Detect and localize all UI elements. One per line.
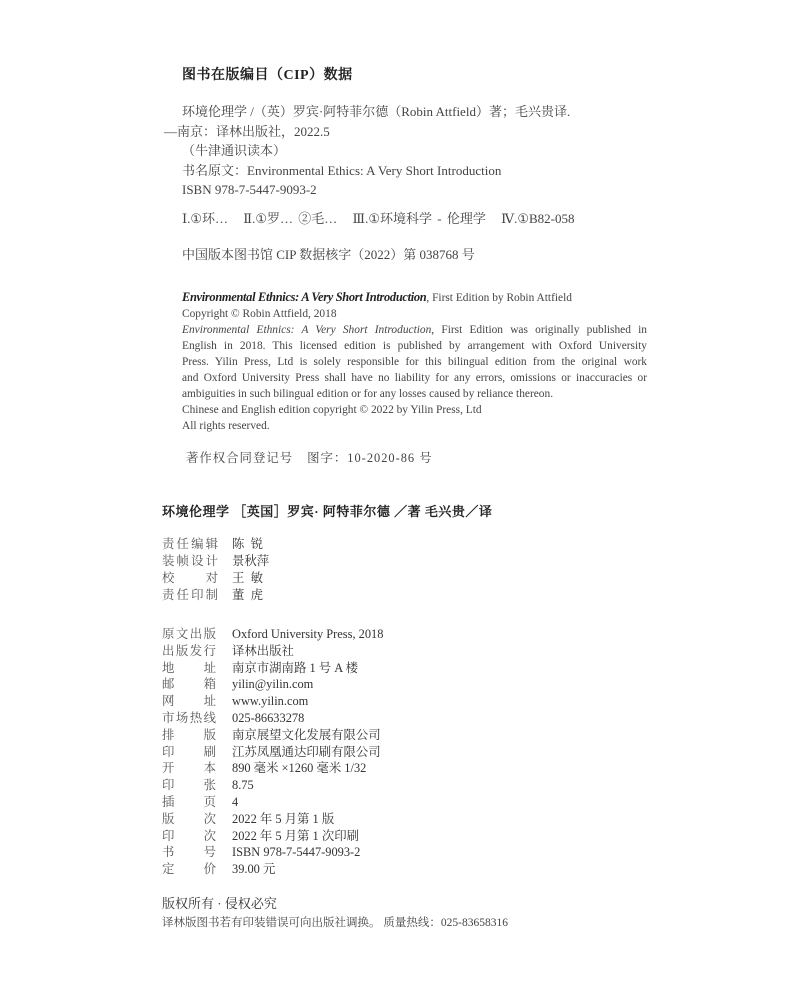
- pub-label: 印 张: [162, 778, 216, 793]
- pub-value: Oxford University Press, 2018: [232, 627, 384, 641]
- pub-value: 译林出版社: [232, 643, 294, 658]
- staff-value: 王 敏: [232, 571, 263, 585]
- pub-value: 39.00 元: [232, 862, 276, 877]
- pub-row: [162, 828, 383, 845]
- rights-reserved-title: 版权所有 · 侵权必究: [162, 896, 277, 911]
- pub-label: 市场热线: [162, 710, 216, 725]
- pub-label: 出版发行: [162, 643, 216, 658]
- pub-label: 印 次: [162, 828, 216, 843]
- cip-line-title-author: 环境伦理学 /（英）罗宾·阿特菲尔德（Robin Attfield）著；毛兴贵译.: [182, 104, 571, 119]
- pub-value: ISBN 978-7-5447-9093-2: [232, 845, 361, 860]
- bilingual-copyright-line: Chinese and English edition copyright © 2022 by Yilin Press, Ltd: [182, 404, 482, 416]
- pub-row: [162, 643, 383, 660]
- pub-label: 网 址: [162, 694, 216, 709]
- english-copyright-block: [182, 289, 647, 434]
- publication-details: [162, 626, 383, 878]
- pub-row: [162, 626, 383, 643]
- pub-label: 定 价: [162, 862, 216, 877]
- pub-label: 版 次: [162, 811, 216, 826]
- pub-row: [162, 777, 383, 794]
- pub-row: [162, 844, 383, 861]
- pub-label: 原文出版: [162, 627, 216, 641]
- book-heading: 环境伦理学 ［英国］罗宾· 阿特菲尔德 ／著 毛兴贵／译: [162, 504, 493, 519]
- copyright-line: Copyright © Robin Attfield, 2018: [182, 308, 337, 320]
- cip-line-series: （牛津通识读本）: [182, 143, 287, 158]
- pub-value: 南京市湖南路 1 号 A 楼: [232, 660, 358, 675]
- pub-label: 开 本: [162, 761, 216, 776]
- pub-row: [162, 727, 383, 744]
- pub-value: 025-86633278: [232, 710, 305, 725]
- pub-value: 南京展望文化发展有限公司: [232, 727, 381, 742]
- license-para-line-1-text: , First Edition was originally published in: [431, 324, 647, 336]
- staff-value: 景秋萍: [232, 554, 270, 568]
- classification-1: Ⅰ.①环…: [182, 211, 229, 226]
- staff-row: [162, 553, 269, 570]
- pub-label: 排 版: [162, 727, 216, 742]
- pub-row: [162, 710, 383, 727]
- pub-row: [162, 861, 383, 878]
- license-para-line-1: [182, 322, 647, 338]
- staff-label: 责任编辑: [162, 537, 218, 551]
- cip-classification: [182, 208, 584, 227]
- pub-row: [162, 760, 383, 777]
- all-rights-line: All rights reserved.: [182, 420, 270, 432]
- pub-label: 地 址: [162, 660, 216, 675]
- staff-row: [162, 587, 269, 604]
- staff-label: 责任印制: [162, 588, 218, 602]
- english-title-line: [182, 289, 647, 306]
- pub-row: [162, 660, 383, 677]
- pub-label: 插 页: [162, 794, 216, 809]
- pub-value: 890 毫米 ×1260 毫米 1/32: [232, 761, 367, 776]
- pub-row: [162, 811, 383, 828]
- quality-hotline-note: 译林版图书若有印装错误可向出版社调换。 质量热线：025-83658316: [162, 917, 508, 929]
- english-title-suffix: , First Edition by Robin Attfield: [426, 292, 572, 304]
- pub-label: 邮 箱: [162, 677, 216, 692]
- staff-label: 校 对: [162, 571, 218, 585]
- pub-value: yilin@yilin.com: [232, 677, 314, 692]
- pub-row: [162, 744, 383, 761]
- classification-3: Ⅲ.①环境科学 - 伦理学: [352, 211, 486, 226]
- license-para-line-2: English in 2018. This licensed edition is published by arrangement with Oxford University: [182, 340, 647, 352]
- registration-value: 图字：10-2020-86 号: [307, 451, 433, 465]
- staff-row: [162, 570, 269, 587]
- pub-value: 江苏凤凰通达印刷有限公司: [232, 744, 381, 759]
- registration-label: 著作权合同登记号: [186, 451, 294, 465]
- staff-value: 陈 锐: [232, 537, 263, 551]
- pub-row: [162, 693, 383, 710]
- pub-label: 印 刷: [162, 744, 216, 759]
- license-para-title: Environmental Ethnics: A Very Short Introduction: [182, 324, 432, 336]
- staff-row: [162, 536, 269, 553]
- pub-value: 2022 年 5 月第 1 次印刷: [232, 828, 360, 843]
- pub-value: 4: [232, 794, 239, 809]
- staff-label: 装帧设计: [162, 554, 218, 568]
- english-title: Environmental Ethnics: A Very Short Introduction: [182, 290, 427, 304]
- staff-value: 董 虎: [232, 588, 263, 602]
- pub-value: 2022 年 5 月第 1 版: [232, 811, 335, 826]
- cip-line-publisher: —南京：译林出版社，2022.5: [164, 123, 330, 139]
- cip-record: [164, 102, 571, 200]
- pub-value: 8.75: [232, 778, 254, 793]
- cip-line-isbn: ISBN 978-7-5447-9093-2: [182, 182, 317, 197]
- classification-4: Ⅳ.①B82-058: [501, 211, 575, 226]
- license-para-line-4: and Oxford University Press shall have no liability for any errors, omissions or inaccuracies or: [182, 372, 647, 384]
- pub-row: [162, 794, 383, 811]
- cip-line-original-title: 书名原文：Environmental Ethics: A Very Short Introduction: [182, 162, 502, 178]
- cip-number: 中国版本图书馆 CIP 数据核字（2022）第 038768 号: [182, 247, 475, 262]
- contract-registration: [186, 448, 433, 466]
- pub-value: www.yilin.com: [232, 694, 309, 709]
- staff-list: [162, 536, 269, 604]
- pub-row: [162, 676, 383, 693]
- license-para-line-5: ambiguities in such bilingual edition or for any losses caused by reliance thereon.: [182, 388, 554, 400]
- cip-title: 图书在版编目（CIP）数据: [182, 68, 353, 83]
- license-para-line-3: Press. Yilin Press, Ltd is solely responsible for this bilingual edition from the original work: [182, 356, 647, 368]
- classification-2: Ⅱ.①罗… ②毛…: [243, 211, 338, 226]
- pub-label: 书 号: [162, 845, 216, 860]
